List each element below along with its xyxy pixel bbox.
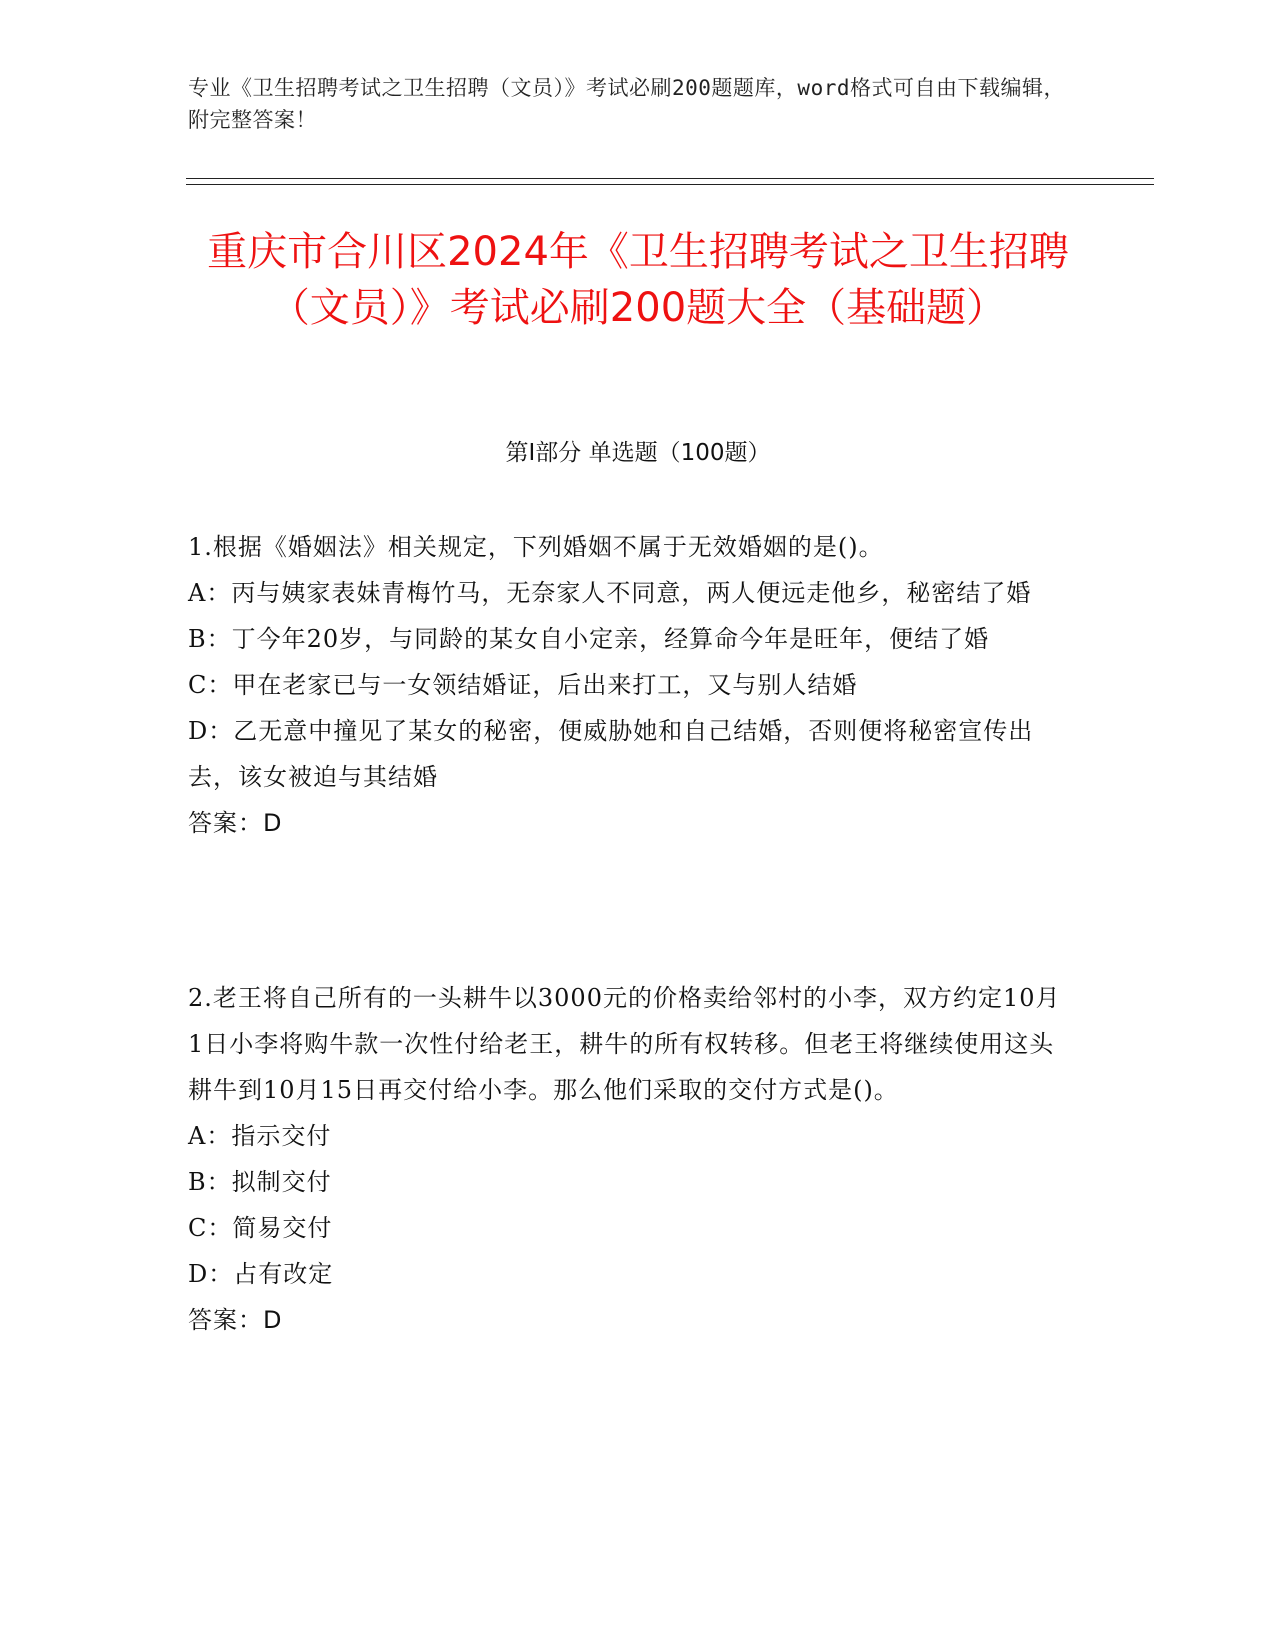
question-block — [188, 975, 1068, 1343]
question-stem: 1.根据《婚姻法》相关规定，下列婚姻不属于无效婚姻的是()。 — [188, 533, 884, 561]
header-divider-bottom — [186, 184, 1154, 185]
question-stem: 2.老王将自己所有的一头耕牛以3000元的价格卖给邻村的小李，双方约定10月1日小李将购牛款一次性付给老王，耕牛的所有权转移。但老王将继续使用这头耕牛到10月15日再交付给小李。那么他们采取的交付方式是()。 — [188, 984, 1061, 1104]
header-divider-top — [186, 178, 1154, 179]
document-title: 重庆市合川区2024年《卫生招聘考试之卫生招聘（文员）》考试必刷200题大全（基础题） — [207, 229, 1069, 331]
section-heading: 第I部分 单选题（100题） — [505, 440, 771, 466]
option-b: B：拟制交付 — [188, 1168, 332, 1196]
answer-line: 答案：D — [188, 809, 283, 837]
option-c: C：简易交付 — [188, 1214, 333, 1242]
question-block — [188, 524, 1068, 846]
option-d: D：乙无意中撞见了某女的秘密，便威胁她和自己结婚，否则便将秘密宣传出去，该女被迫与其结婚 — [188, 717, 1034, 791]
option-a: A：丙与姨家表妹青梅竹马，无奈家人不同意，两人便远走他乡，秘密结了婚 — [188, 579, 1032, 607]
option-a: A：指示交付 — [188, 1122, 332, 1150]
option-b: B：丁今年20岁，与同龄的某女自小定亲，经算命今年是旺年，便结了婚 — [188, 625, 990, 653]
option-c: C：甲在老家已与一女领结婚证，后出来打工，又与别人结婚 — [188, 671, 858, 699]
header-note: 专业《卫生招聘考试之卫生招聘（文员）》考试必刷200题题库，word格式可自由下载编辑，附完整答案！ — [188, 76, 1065, 132]
option-d: D：占有改定 — [188, 1260, 334, 1288]
answer-line: 答案：D — [188, 1306, 283, 1334]
